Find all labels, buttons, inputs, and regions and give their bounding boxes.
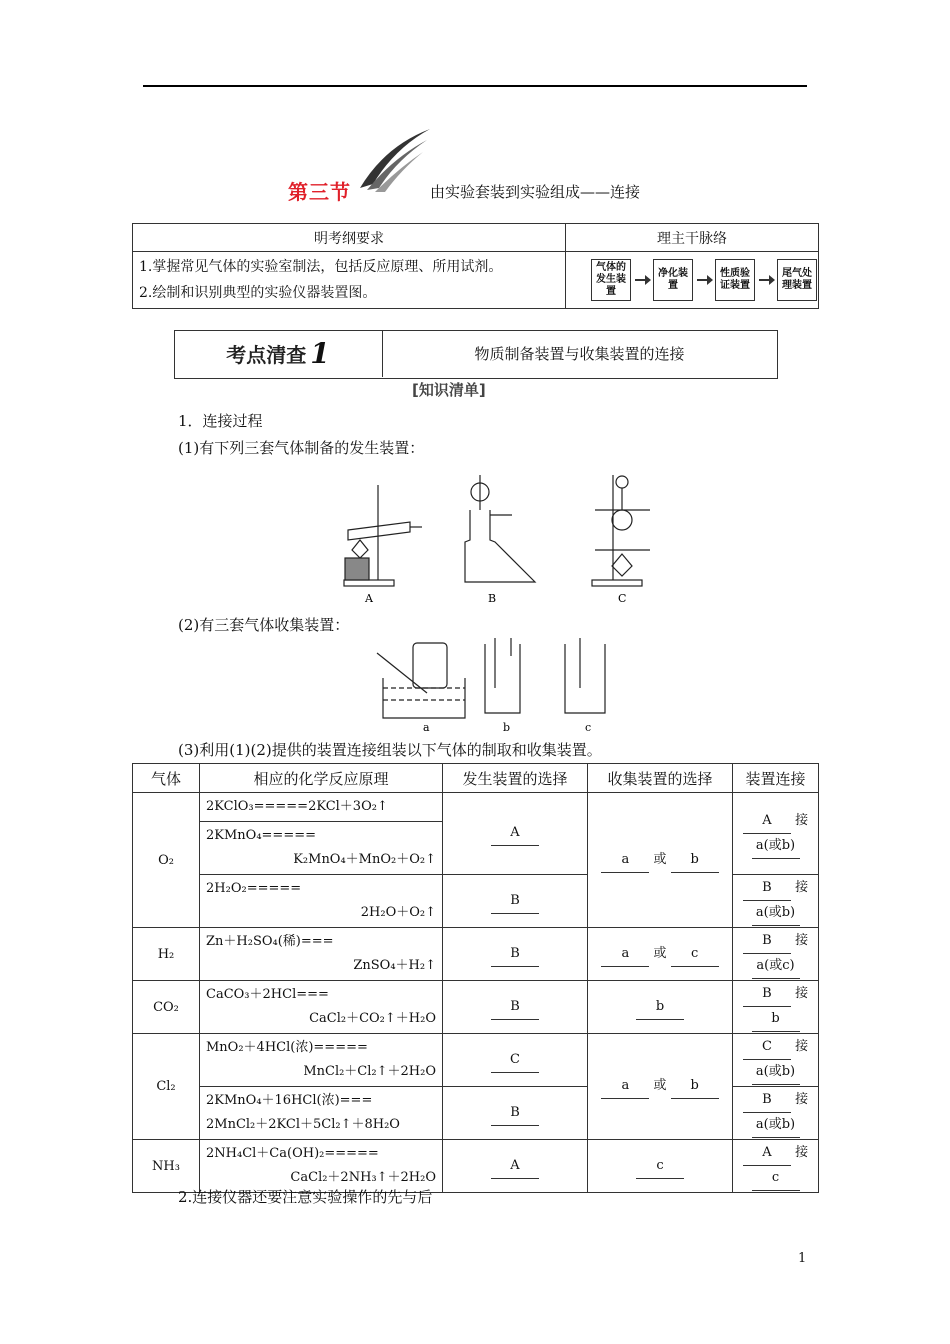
reaction-cell: CaCO₃＋2HCl=== CaCl₂＋CO₂↑＋H₂O xyxy=(200,981,443,1034)
conn-cell: B 接 a(或c) xyxy=(733,928,819,981)
reaction-cell: 2KMnO₄＋16HCl(浓)=== 2MnCl₂＋2KCl＋5Cl₂↑＋8H₂O xyxy=(200,1087,443,1140)
req-item: 1.掌握常见气体的实验室制法，包括反应原理、所用试剂。 xyxy=(139,259,503,275)
col-header: 装置连接 xyxy=(733,764,819,793)
label-C: C xyxy=(618,592,627,605)
col-cell: c xyxy=(588,1140,733,1193)
gen-cell: A xyxy=(443,1140,588,1193)
col-cell: b xyxy=(588,981,733,1034)
line-4: (3)利用(1)(2)提供的装置连接组装以下气体的制取和收集装置。 xyxy=(178,741,602,759)
conn-cell: B 接 a(或b) xyxy=(733,1087,819,1140)
conn-cell: B 接 b xyxy=(733,981,819,1034)
gas-cell: Cl₂ xyxy=(133,1034,200,1140)
line-2: (1)有下列三套气体制备的发生装置： xyxy=(178,439,425,457)
reaction-cell: 2KClO₃=====2KCl＋3O₂↑ xyxy=(200,793,443,822)
col-cell: a 或 c xyxy=(588,928,733,981)
line-1: 1．连接过程 xyxy=(178,412,263,430)
gen-cell: B xyxy=(443,981,588,1034)
gen-cell: A xyxy=(443,793,588,875)
page-number: 1 xyxy=(798,1251,807,1266)
kaodian-topic: 物质制备装置与收集装置的连接 xyxy=(474,345,685,363)
requirements-table xyxy=(132,223,819,309)
req-items xyxy=(133,252,566,309)
gen-cell: B xyxy=(443,928,588,981)
collector-apparatus-figure xyxy=(375,638,625,736)
top-rule xyxy=(143,85,807,87)
col-header: 气体 xyxy=(133,764,200,793)
arrow-icon xyxy=(635,279,649,281)
kaodian-label: 考点清查 1 xyxy=(174,330,383,377)
knowledge-title: [知识清单] xyxy=(412,381,486,399)
arrow-icon xyxy=(697,279,711,281)
req-right-header: 理主干脉络 xyxy=(566,224,819,252)
label-c: c xyxy=(585,721,592,734)
col-cell: a 或 b xyxy=(588,1034,733,1140)
flow-step: 气体的发生装置 xyxy=(591,259,631,301)
gas-cell: O₂ xyxy=(133,793,200,928)
reaction-cell: 2H₂O₂===== 2H₂O＋O₂↑ xyxy=(200,875,443,928)
conn-cell: A 接 a(或b) xyxy=(733,793,819,875)
col-cell: a 或 b xyxy=(588,793,733,928)
flow-cell xyxy=(566,252,819,309)
col-header: 相应的化学反应原理 xyxy=(200,764,443,793)
label-b: b xyxy=(503,721,511,734)
gen-cell: B xyxy=(443,1087,588,1140)
label-a: a xyxy=(423,721,430,734)
arrow-icon xyxy=(759,279,773,281)
reaction-cell: 2KMnO₄===== K₂MnO₄＋MnO₂＋O₂↑ xyxy=(200,822,443,875)
gas-cell: H₂ xyxy=(133,928,200,981)
generator-apparatus-figure xyxy=(330,470,660,610)
conn-cell: A 接 c xyxy=(733,1140,819,1193)
gen-cell: B xyxy=(443,875,588,928)
conn-cell: B 接 a(或b) xyxy=(733,875,819,928)
reaction-cell: 2NH₄Cl＋Ca(OH)₂===== CaCl₂＋2NH₃↑＋2H₂O xyxy=(200,1140,443,1193)
label-A: A xyxy=(365,592,373,605)
flow-step: 净化装置 xyxy=(653,259,693,301)
req-item: 2.绘制和识别典型的实验仪器装置图。 xyxy=(139,285,377,301)
line-5: 2.连接仪器还要注意实验操作的先与后 xyxy=(178,1188,433,1206)
line-3: (2)有三套气体收集装置： xyxy=(178,616,350,634)
gas-preparation-table xyxy=(132,763,819,1193)
gas-cell: NH₃ xyxy=(133,1140,200,1193)
section-title: 由实验套装到实验组成——连接 xyxy=(430,183,641,201)
conn-cell: C 接 a(或b) xyxy=(733,1034,819,1087)
col-header: 发生装置的选择 xyxy=(443,764,588,793)
swoosh-logo xyxy=(355,126,433,196)
gas-cell: CO₂ xyxy=(133,981,200,1034)
flow-step: 性质验证装置 xyxy=(715,259,755,301)
flow-step: 尾气处理装置 xyxy=(777,259,817,301)
reaction-cell: Zn＋H₂SO₄(稀)=== ZnSO₄＋H₂↑ xyxy=(200,928,443,981)
gen-cell: C xyxy=(443,1034,588,1087)
req-left-header: 明考纲要求 xyxy=(133,224,566,252)
section-number: 第三节 xyxy=(288,180,351,204)
flow-diagram xyxy=(567,255,817,305)
reaction-cell: MnO₂＋4HCl(浓)===== MnCl₂＋Cl₂↑＋2H₂O xyxy=(200,1034,443,1087)
col-header: 收集装置的选择 xyxy=(588,764,733,793)
label-B: B xyxy=(488,592,497,605)
